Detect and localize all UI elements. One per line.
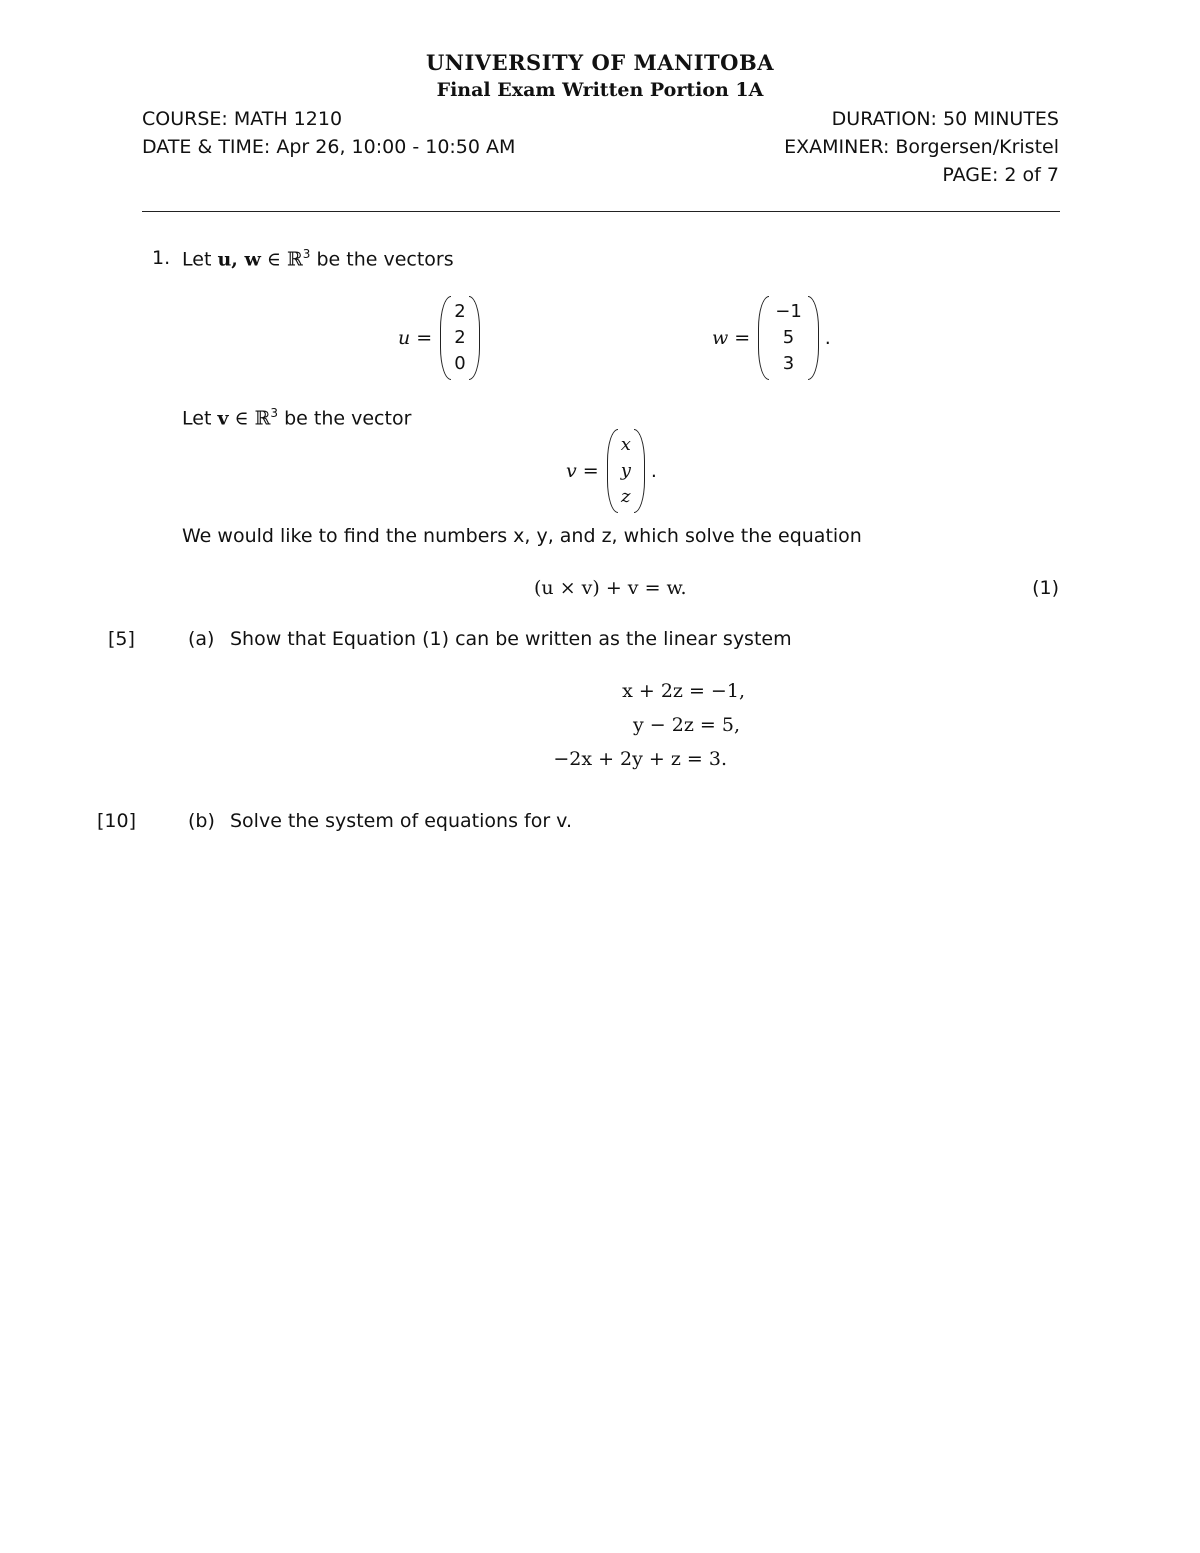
vector-u [398, 296, 480, 380]
question-number: 1. [152, 247, 171, 269]
part-a-label: (a) [188, 628, 215, 650]
v-intro [182, 406, 411, 429]
part-b-text: Solve the system of equations for v. [230, 810, 572, 832]
right-paren [634, 429, 645, 513]
part-a-text: Show that Equation (1) can be written as the linear system [230, 628, 792, 650]
part-a-marks: [5] [108, 628, 135, 650]
part-b-label: (b) [188, 810, 215, 832]
vector-entry: −1 [775, 301, 802, 322]
page-number: PAGE: 2 of 7 [942, 164, 1059, 186]
main-equation: (u × v) + v = w. [534, 577, 687, 599]
vector-entry: 3 [782, 353, 795, 374]
v-intro-post: be the vector [278, 407, 412, 430]
duration-info: DURATION: 50 MINUTES [831, 108, 1059, 130]
system-eq-3: −2x + 2y + z = 3. [553, 748, 727, 770]
vector-w-entries [769, 299, 808, 377]
vector-entry: 5 [782, 327, 795, 348]
header-divider [142, 211, 1060, 212]
intro-vectors: u, w [217, 248, 261, 271]
intro-post: be the vectors [310, 248, 454, 271]
vector-u-entries [451, 299, 468, 377]
left-paren [607, 429, 618, 513]
examiner-info: EXAMINER: Borgersen/Kristel [784, 136, 1059, 158]
vector-w [712, 296, 831, 380]
course-info: COURSE: MATH 1210 [142, 108, 343, 130]
question-intro [182, 247, 454, 270]
vector-entry: 0 [454, 353, 466, 374]
part-b-marks: [10] [97, 810, 137, 832]
vector-v [566, 429, 657, 513]
equation-tag: (1) [1032, 577, 1059, 599]
system-eq-2: y − 2z = 5, [633, 714, 740, 736]
vector-entry: 2 [454, 301, 466, 322]
exam-subtitle: Final Exam Written Portion 1A [436, 79, 764, 101]
university-title: UNIVERSITY OF MANITOBA [425, 50, 775, 75]
vector-w-label: w = [712, 327, 751, 349]
vector-w-period: . [824, 327, 831, 349]
v-intro-set: ∈ ℝ [228, 407, 271, 430]
vector-entry: x [620, 434, 631, 455]
intro-set: ∈ ℝ [260, 248, 303, 271]
system-eq-1: x + 2z = −1, [622, 680, 745, 702]
intro-sup: 3 [302, 247, 311, 261]
v-intro-vec: v [217, 407, 229, 430]
vector-u-label: u = [398, 327, 433, 349]
vector-entry: y [620, 460, 631, 481]
right-paren [469, 296, 480, 380]
vector-entry: z [621, 486, 631, 507]
v-intro-pre: Let [182, 407, 218, 430]
vector-v-period: . [650, 460, 657, 482]
find-text: We would like to find the numbers x, y, and z, which solve the equation [182, 525, 862, 547]
right-paren [808, 296, 819, 380]
left-paren [440, 296, 451, 380]
vector-v-entries [618, 432, 634, 510]
intro-pre: Let [182, 248, 218, 271]
date-time-info: DATE & TIME: Apr 26, 10:00 - 10:50 AM [142, 136, 516, 158]
vector-v-label: v = [566, 460, 599, 482]
left-paren [758, 296, 769, 380]
vector-entry: 2 [454, 327, 466, 348]
v-intro-sup: 3 [270, 406, 279, 420]
